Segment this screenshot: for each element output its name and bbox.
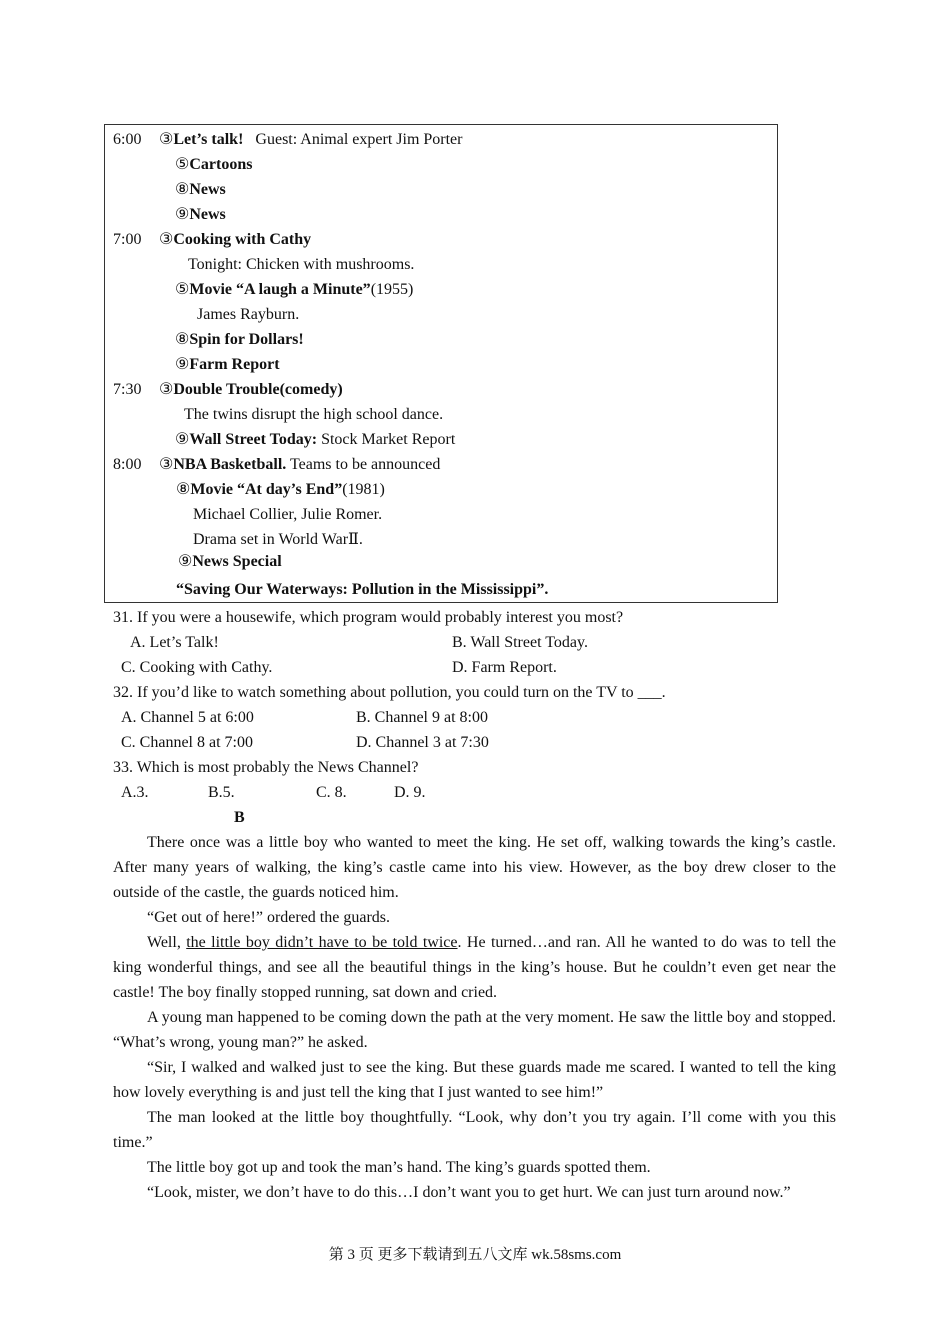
option: B. Wall Street Today.	[452, 634, 588, 651]
schedule-row: ⑨Farm Report	[175, 356, 280, 373]
option: D. 9.	[394, 784, 426, 801]
question-33: 33. Which is most probably the News Channel?	[113, 759, 419, 776]
time-7-00: 7:00	[113, 231, 142, 248]
page-footer: 第 3 页 更多下载请到五八文库 wk.58sms.com	[328, 1247, 622, 1263]
option: A. Let’s Talk!	[130, 634, 219, 651]
option: C. Cooking with Cathy.	[121, 659, 273, 676]
paragraph: “Look, mister, we don’t have to do this…I don’t want you to get hurt. We can just turn around now.”	[147, 1184, 791, 1201]
time-8-00: 8:00	[113, 456, 142, 473]
schedule-row: ⑧Spin for Dollars!	[175, 331, 304, 348]
time-7-30: 7:30	[113, 381, 142, 398]
schedule-row: ③Double Trouble(comedy)	[159, 381, 343, 398]
schedule-desc: Michael Collier, Julie Romer.	[193, 506, 383, 523]
schedule-row: ⑤Movie “A laugh a Minute”(1955)	[175, 281, 414, 298]
option: A.3.	[121, 784, 149, 801]
option: B. Channel 9 at 8:00	[356, 709, 488, 726]
schedule-desc: James Rayburn.	[197, 306, 300, 323]
option: A. Channel 5 at 6:00	[121, 709, 254, 726]
schedule-row: ⑧News	[175, 181, 226, 198]
paragraph: A young man happened to be coming down the path at the very moment. He saw the little boy and stopped. “What’s wrong, young man?” he asked.	[113, 1009, 836, 1051]
paragraph: “Sir, I walked and walked just to see the king. But these guards made me scared. I wanted to tell the king how lovely everything is and just tell the king that I just wanted to see him!”	[113, 1059, 836, 1101]
schedule-desc: Drama set in World WarⅡ.	[193, 531, 363, 548]
schedule-row: ⑨News Special	[178, 553, 282, 570]
schedule-desc: “Saving Our Waterways: Pollution in the Mississippi”.	[176, 581, 549, 598]
schedule-row: ③Let’s talk! Guest: Animal expert Jim Porter	[159, 131, 463, 148]
time-6-00: 6:00	[113, 131, 142, 148]
schedule-row: ⑤Cartoons	[175, 156, 253, 173]
option: C. Channel 8 at 7:00	[121, 734, 253, 751]
schedule-desc: Tonight: Chicken with mushrooms.	[188, 256, 415, 273]
schedule-row: ⑧Movie “At day’s End”(1981)	[176, 481, 385, 498]
option: B.5.	[208, 784, 235, 801]
option: D. Channel 3 at 7:30	[356, 734, 489, 751]
option: D. Farm Report.	[452, 659, 557, 676]
schedule-row: ⑨Wall Street Today: Stock Market Report	[175, 431, 456, 448]
question-32: 32. If you’d like to watch something about pollution, you could turn on the TV to ___.	[113, 684, 666, 701]
paragraph: “Get out of here!” ordered the guards.	[147, 909, 390, 926]
underlined-phrase: the little boy didn’t have to be told twice	[186, 934, 458, 951]
option: C. 8.	[316, 784, 347, 801]
schedule-desc: The twins disrupt the high school dance.	[184, 406, 444, 423]
paragraph: Well, the little boy didn’t have to be told twice. He turned…and ran. All he wanted to do was to tell the king wonderful things, and see all the beautiful things in the king’s house. But he couldn’t even get near the castle! The boy finally stopped running, sat down and cried.	[113, 934, 837, 1001]
paragraph: The little boy got up and took the man’s hand. The king’s guards spotted them.	[147, 1159, 651, 1176]
schedule-row: ③Cooking with Cathy	[159, 231, 312, 248]
paragraph: There once was a little boy who wanted to meet the king. He set off, walking towards the king’s castle. After many years of walking, the king’s castle came into his view. However, as the boy drew closer to the outside of the castle, the guards noticed him.	[113, 834, 836, 901]
question-31: 31. If you were a housewife, which program would probably interest you most?	[113, 609, 624, 626]
paragraph: The man looked at the little boy thoughtfully. “Look, why don’t you try again. I’ll come with you this time.”	[113, 1109, 836, 1151]
schedule-row: ③NBA Basketball. Teams to be announced	[159, 456, 441, 473]
section-heading: B	[234, 809, 245, 826]
schedule-row: ⑨News	[175, 206, 226, 223]
